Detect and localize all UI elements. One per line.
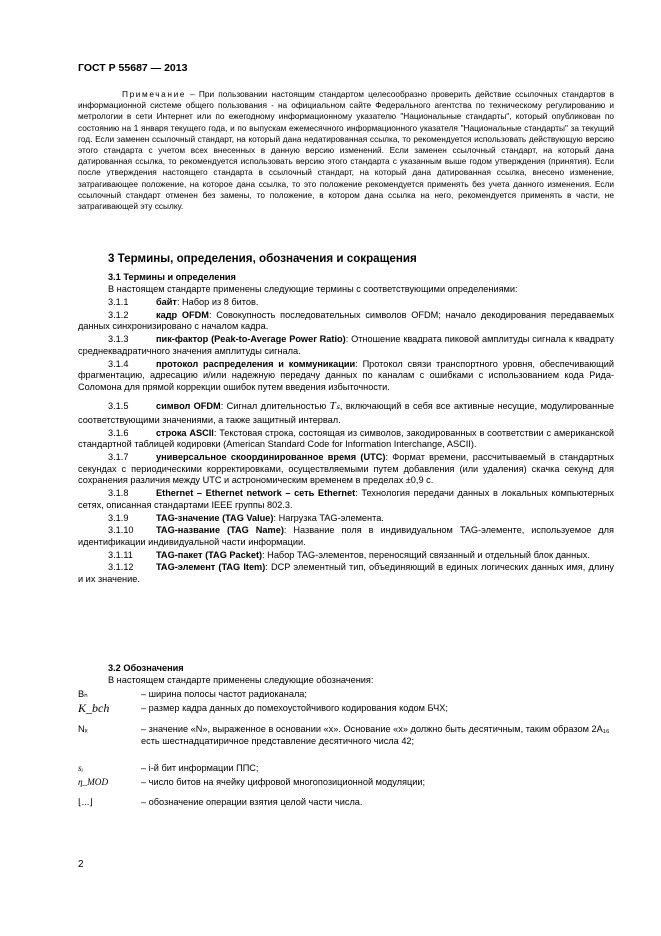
symbol-entry — [78, 724, 614, 760]
symbol-definition: – i-й бит информации ППС; — [141, 763, 259, 773]
note-text: – При пользовании настоящим стандартом целесообразно проверить действие ссылочных стандартов в информационной системе общего пользования - на официальном сайте Федерального агентства по техническому регулированию и метрологии в сети Интернет или по ежегодному информационному указателю "Национальные стандарты", который опубликован по состоянию на 1 января текущего года, и по выпускам ежемесячного информационного указателя "Национальные стандарты" за текущий год. Если заменен ссылочный стандарт, на который дана недатированная ссылка, то рекомендуется использовать действующую версию этого стандарта с учетом всех внесенных в данную версию изменений. Если заменен ссылочный стандарт, на который дана датированная ссылка, то рекомендуется использовать версию этого стандарта с указанным выше годом утверждения (принятия). Если после утверждения настоящего стандарта в ссылочный стандарт, на который дана датированная ссылка, внесено изменение, затрагивающее положение, на которое дана ссылка, то это положение рекомендуется применять без учета данного изменения. Если ссылочный стандарт отменен без замены, то положение, в котором дана ссылка на него, рекомендуется применять в части, не затрагивающей эту ссылку. — [78, 89, 614, 212]
term-entry: 3.1.10 TAG-название (TAG Name): Название поля в индивидуальном TAG-элементе, используемое для идентификации индивидуальной части информации. — [78, 525, 614, 547]
symbol-definition: – ширина полосы частот радиоканала; — [141, 689, 307, 699]
symbol-entry — [78, 763, 614, 776]
symbol-definition: – число битов на ячейку цифровой многопозиционной модуляции; — [141, 777, 426, 787]
section-title: 3 Термины, определения, обозначения и сокращения — [108, 252, 417, 265]
term-entry: 3.1.8 Ethernet – Ethernet network – сеть Ethernet: Технология передачи данных в локальных компьютерных сетях, описанная стандартами IEEE группы 802.3. — [78, 488, 614, 510]
symbol-entry — [78, 777, 614, 793]
symbol: K_bch — [78, 701, 110, 715]
subsection-intro: В настоящем стандарте применены следующие обозначения: — [108, 674, 374, 685]
note-label: Примечание — [122, 89, 187, 99]
symbol: sᵢ — [78, 763, 84, 773]
terms-list — [78, 297, 614, 586]
term-entry: 3.1.11 TAG-пакет (TAG Packet): Набор TAG-элементов, переносящий связанный и отдельный блок данных. — [108, 549, 590, 560]
page-number: 2 — [78, 859, 84, 870]
term-entry: 3.1.1 байт: Набор из 8 битов. — [108, 297, 259, 307]
symbol: Bₙ — [78, 689, 88, 699]
symbol-definition: – размер кадра данных до помехоустойчивого кодирования кодом БЧХ; — [141, 703, 448, 713]
term-entry: 3.1.5 символ OFDM: Сигнал длительностью Tₛ, включающий в себя все активные несущие, модулированные соответствующими значениями, а также защитный интервал. — [78, 399, 615, 425]
term-entry: 3.1.2 кадр OFDM: Совокупность последовательных символов OFDM; начало декодирования передаваемых данных синхронизировано с началом кадра. — [78, 309, 614, 332]
term-entry: 3.1.7 универсальное скоординированное время (UTC): Формат времени, рассчитываемый в стандартных секундах с периодическими корректировками, осуществляемыми путем добавления (или удаления) скачка секунд для сохранения различия между UTC и астрономическим временем в пределах ±0,9 с. — [78, 452, 614, 486]
symbol-definition: – обозначение операции взятия целой части числа. — [141, 797, 363, 807]
subsection-3-1 — [78, 272, 614, 295]
subsection-title: 3.2 Обозначения — [108, 663, 184, 673]
term-entry: 3.1.12 TAG-элемент (TAG Item): DCP элементный тип, объединяющий в единых логических данных имя, длину и их значение. — [78, 562, 615, 585]
term-entry: 3.1.9 TAG-значение (TAG Value): Нагрузка TAG-элемента. — [108, 512, 384, 523]
subsection-intro: В настоящем стандарте применены следующие термины с соответствующими определениями: — [108, 283, 518, 294]
document-header: ГОСТ Р 55687 — 2013 — [78, 62, 188, 74]
symbol-entry — [78, 703, 614, 721]
symbol: ⌊...⌋ — [78, 797, 93, 807]
term-entry: 3.1.6 строка ASCII: Текстовая строка, состоящая из символов, закодированных в соответствии с американской стандартной таблицей кодировки (American Standard Code for Information Interchange, ASCII). — [78, 427, 614, 450]
term-entry: 3.1.3 пик-фактор (Peak-to-Average Power Ratio): Отношение квадрата пиковой амплитуды сигнала к квадрату среднеквадратичного значения амплитуды сигнала. — [78, 334, 614, 356]
reference-note — [78, 89, 614, 212]
symbol: η_MOD — [78, 777, 109, 787]
symbol: Nₓ — [78, 724, 88, 734]
subsection-title: 3.1 Термины и определения — [108, 272, 236, 282]
symbol-definition: – значение «N», выраженное в основании «x». Основание «x» должно быть десятичным, таким образом 2A₁₆ есть шестнадцатиричное представление десятичного числа 42; — [141, 724, 610, 746]
term-entry: 3.1.4 протокол распределения и коммуникации: Протокол связи транспортного уровня, обеспечивающий фрагментацию, адресацию и/или надежную передачу данных по каналам с ошибками с использованием кода Рида-Соломона для прямой коррекции ошибок путем введения избыточности. — [78, 358, 614, 392]
symbol-entry — [78, 797, 614, 811]
symbol-entry — [78, 689, 614, 702]
subsection-3-2 — [78, 663, 614, 686]
